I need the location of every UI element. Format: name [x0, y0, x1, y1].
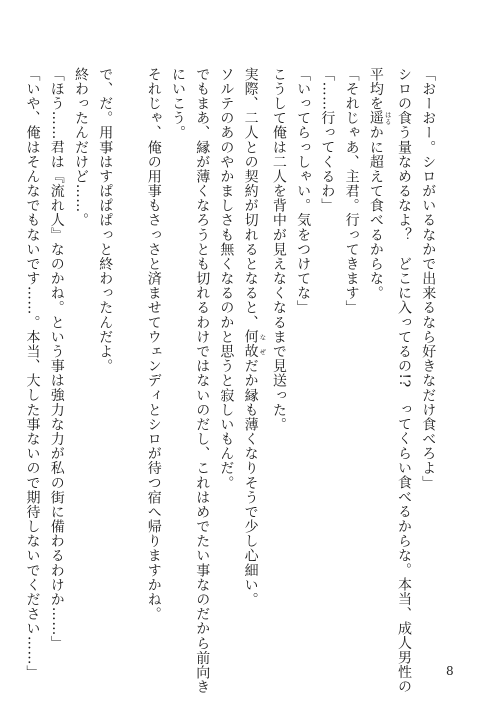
text-line: ソルテのあのやかましさも無くなるのかと思うと寂しいもんだ。 [218, 67, 235, 491]
text-line: こうして俺は二人を背中が見えなくなるまで見送った。 [270, 67, 287, 432]
text-line: でもまあ、縁が薄くなろうとも切れるわけではないのだし、これはめでたい事なのだから前向き [194, 67, 210, 695]
ruby-word [367, 110, 392, 126]
ruby-reading: なぜ [258, 329, 267, 359]
ruby-reading: はる [383, 110, 392, 126]
ruby-base: 遥 [367, 110, 384, 126]
ruby-word [242, 329, 267, 359]
text-line [238, 67, 266, 619]
text-line [363, 67, 391, 619]
text-line: で、だ。用事はすぱぱぱっと終わったんだよ。 [97, 67, 114, 374]
text-segment: かに超えて食べるからな。 [367, 125, 384, 301]
text-line: 「いや、俺はそんなでもないです……。本当、大した事ないので期待しないでください……」 [24, 67, 41, 680]
text-line: 「いってらっしゃい。気をつけてな」 [295, 67, 311, 316]
text-line: にいこう。 [169, 67, 186, 140]
text-line: 「おーおー。シロがいるなかで出来るなら好きなだけ食べろよ」 [420, 67, 437, 491]
text-line: シロの食う量なめるなよ？ どこに入ってるの!? ってくらい食べるからな。本当、成人男性の [396, 67, 412, 695]
text-line: それじゃ、俺の用事もさっさと済ませてウェンディとシロが待つ宿へ帰りますかね。 [145, 67, 162, 622]
text-line: 終わったんだけど……。 [73, 67, 89, 228]
text-line: 「……行ってくるわ」 [319, 67, 336, 213]
page-number: 8 [446, 664, 454, 678]
vertical-text-body [20, 67, 440, 695]
text-segment: だか縁も薄くなりそうで少し心細い。 [242, 358, 259, 607]
text-line: 「それじゃあ、主君。行ってきます」 [343, 67, 360, 316]
scene-break [117, 67, 141, 619]
text-line: 「ほう……君は『流れ人』なのかね。という事は強力な力が私の街に備わるわけか……」 [48, 67, 65, 651]
ruby-base: 何故 [242, 329, 259, 359]
text-segment: 実際、二人との契約が切れるとなると、 [242, 67, 259, 330]
text-segment: 平均を [367, 67, 384, 111]
